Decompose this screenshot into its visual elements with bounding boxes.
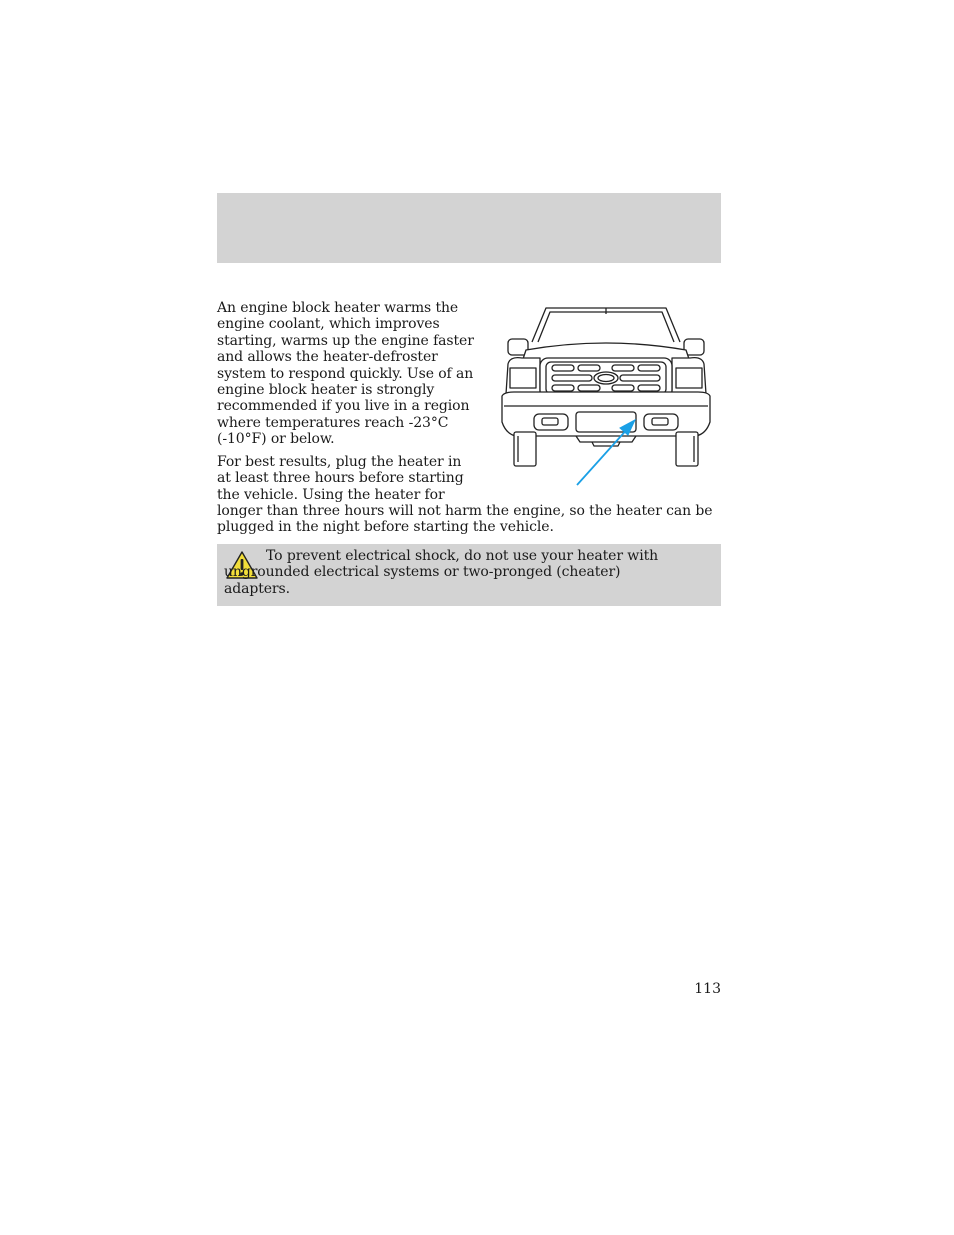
section-header-band [217,193,721,263]
warning-box [217,544,721,606]
warning-text: To prevent electrical shock, do not use your heater with ungrounded electrical systems or two-pronged (cheater) adapters. [224,548,659,597]
page-number: 113 [694,981,721,997]
paragraph-best-results-start: For best results, plug the heater in at least three hours before starting the vehicle. Using the heater for [217,454,464,503]
paragraph-engine-block-heater: An engine block heater warms the engine coolant, which improves starting, warms up the engine faster and allows the heater-defroster system to respond quickly. Use of an engine block heater is strongly recommended if you live in a region where temperatures reach -23°C (-10°F) or below. [217,300,474,448]
truck-front-illustration [500,302,712,492]
paragraph-best-results-end: longer than three hours will not harm the engine, so the heater can be plugged in the night before starting the vehicle. [217,503,713,536]
